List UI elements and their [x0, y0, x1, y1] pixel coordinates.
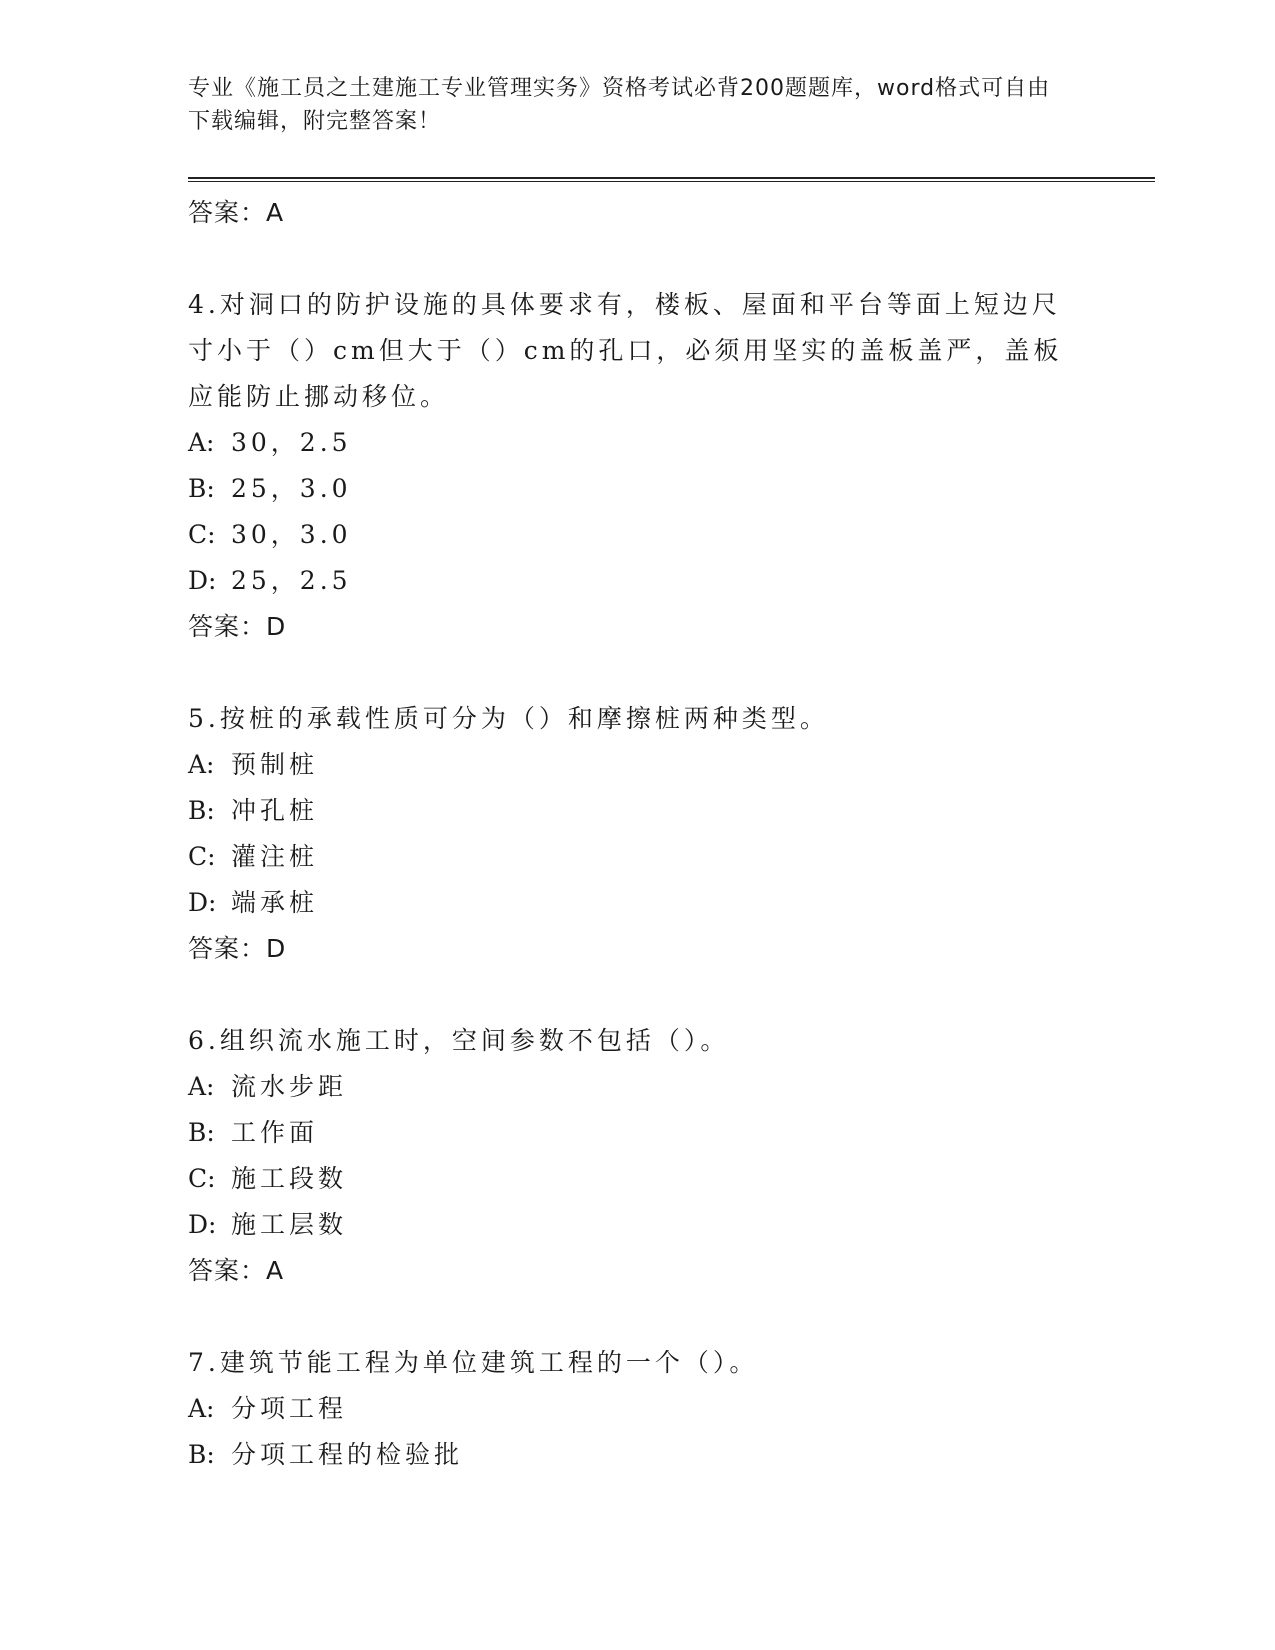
question-text: 5.按桩的承载性质可分为（）和摩擦桩两种类型。 — [188, 704, 829, 733]
answer-line: 答案：D — [188, 612, 287, 641]
option-key: B: — [188, 1440, 215, 1469]
option-d — [188, 880, 1088, 926]
option-text: 工作面 — [231, 1118, 319, 1147]
option-text: 25，2.5 — [231, 566, 352, 595]
option-key: B: — [188, 474, 215, 503]
option-key: C: — [188, 520, 216, 549]
option-c — [188, 1156, 1088, 1202]
option-b — [188, 788, 1088, 834]
option-text: 25，3.0 — [231, 474, 352, 503]
option-key: C: — [188, 842, 216, 871]
option-c — [188, 512, 1088, 558]
option-text: 施工层数 — [231, 1210, 348, 1239]
option-key: C: — [188, 1164, 216, 1193]
document-header: 专业《施工员之土建施工专业管理实务》资格考试必背200题题库，word格式可自由下载编辑，附完整答案！ — [188, 76, 1051, 134]
answer-line: 答案：A — [188, 198, 285, 227]
option-key: A: — [188, 1394, 215, 1423]
option-key: A: — [188, 428, 215, 457]
option-a — [188, 742, 1088, 788]
question-text: 6.组织流水施工时，空间参数不包括（）。 — [188, 1026, 730, 1055]
option-d — [188, 1202, 1088, 1248]
answer-line: 答案：A — [188, 1256, 285, 1285]
option-c — [188, 834, 1088, 880]
option-key: D: — [188, 888, 217, 917]
option-text: 30，3.0 — [231, 520, 352, 549]
option-d — [188, 558, 1088, 604]
option-text: 冲孔桩 — [231, 796, 319, 825]
option-a — [188, 1064, 1088, 1110]
option-key: B: — [188, 1118, 215, 1147]
question-text: 4.对洞口的防护设施的具体要求有，楼板、屋面和平台等面上短边尺寸小于（）cm但大于（）cm的孔口，必须用坚实的盖板盖严，盖板应能防止挪动移位。 — [188, 290, 1063, 411]
option-key: D: — [188, 566, 217, 595]
question-block — [188, 282, 1088, 650]
question-block — [188, 1340, 1088, 1478]
option-b — [188, 1432, 1088, 1478]
option-b — [188, 1110, 1088, 1156]
question-text: 7.建筑节能工程为单位建筑工程的一个（）。 — [188, 1348, 759, 1377]
document-body — [188, 190, 1088, 1478]
option-text: 端承桩 — [231, 888, 319, 917]
option-key: A: — [188, 750, 215, 779]
option-text: 施工段数 — [231, 1164, 348, 1193]
option-text: 分项工程 — [231, 1394, 348, 1423]
header-divider — [188, 177, 1155, 182]
option-text: 分项工程的检验批 — [231, 1440, 464, 1469]
option-text: 流水步距 — [231, 1072, 348, 1101]
answer-line: 答案：D — [188, 934, 287, 963]
option-b — [188, 466, 1088, 512]
question-block — [188, 696, 1088, 972]
option-a — [188, 420, 1088, 466]
option-key: D: — [188, 1210, 217, 1239]
question-block — [188, 1018, 1088, 1294]
option-text: 灌注桩 — [231, 842, 319, 871]
option-text: 预制桩 — [231, 750, 319, 779]
option-a — [188, 1386, 1088, 1432]
option-key: B: — [188, 796, 215, 825]
option-key: A: — [188, 1072, 215, 1101]
option-text: 30，2.5 — [231, 428, 352, 457]
